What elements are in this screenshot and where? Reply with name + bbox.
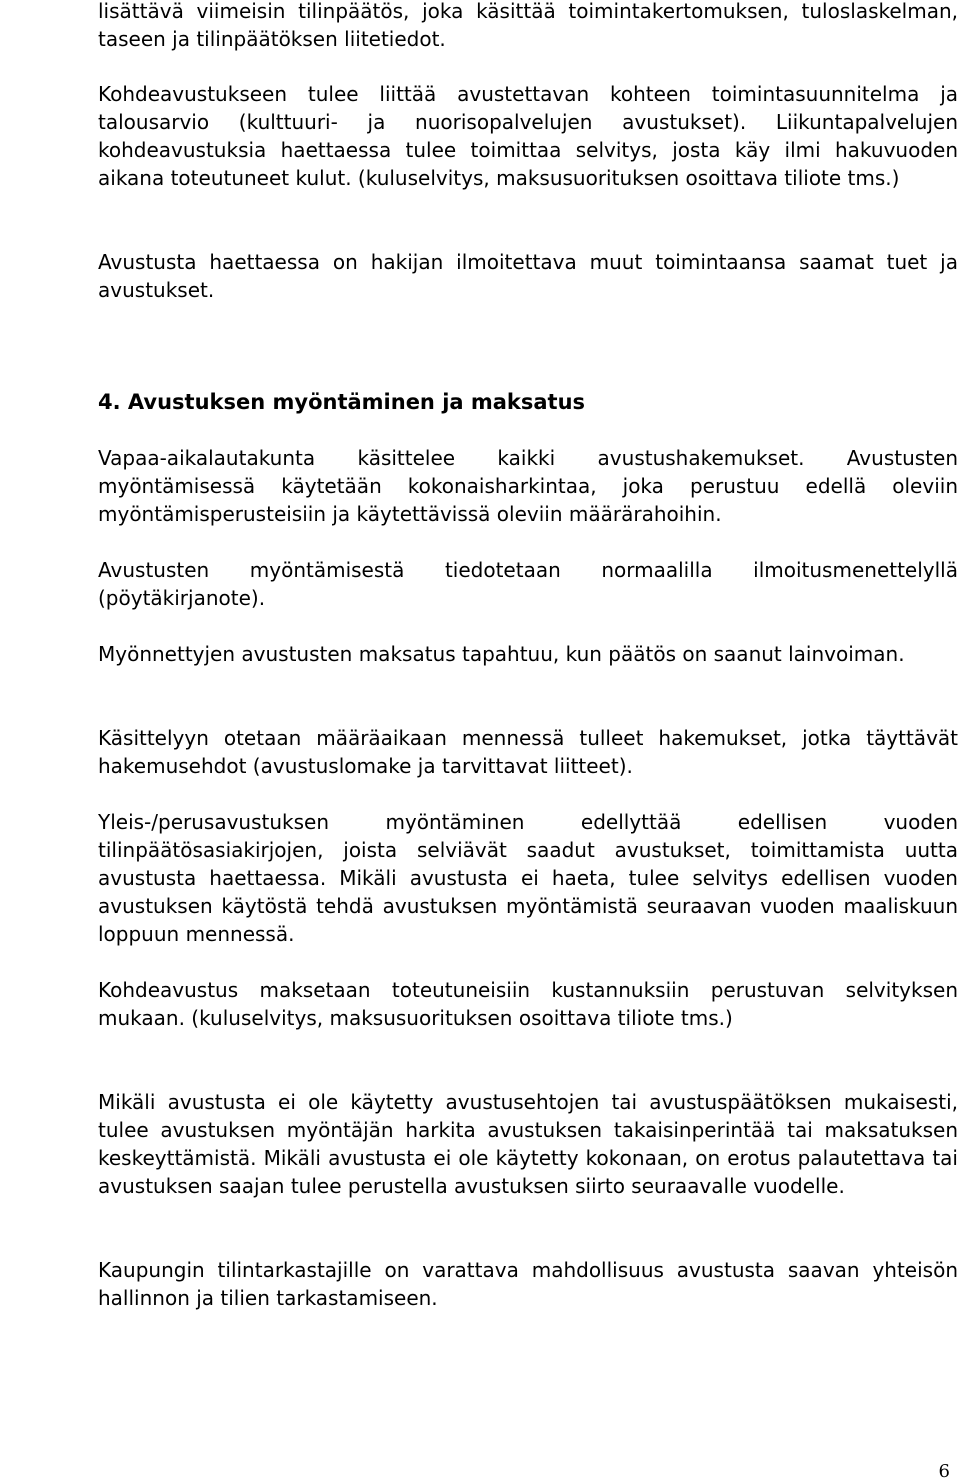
paragraph-deadline: Käsittelyyn otetaan määräaikaan mennessä tulleet hakemukset, jotka täyttävät hakemusehdot (avustuslomake ja tarvittavat liitteet). bbox=[98, 726, 958, 778]
paragraph-general-grant: Yleis-/perusavustuksen myöntäminen edellyttää edellisen vuoden tilinpäätösasiakirjojen, joista selviävät saadut avustukset, toimittamista uutta avustusta haettaessa. Mikäli avustusta ei haeta, tulee selvitys edellisen vuoden avustuksen käytöstä tehdä avustuksen myöntämistä seuraavan vuoden maaliskuun loppuun mennessä. bbox=[98, 810, 958, 946]
paragraph-target-grant: Kohdeavustukseen tulee liittää avustettavan kohteen toimintasuunnitelma ja talousarvio (kulttuuri- ja nuorisopalvelujen avustukset). Liikuntapalvelujen kohdeavustuksia haettaessa tulee toimittaa selvitys, josta käy ilmi hakuvuoden aikana toteutuneet kulut. (kuluselvitys, maksusuorituksen osoittava tiliote tms.) bbox=[98, 82, 958, 190]
paragraph-payment: Myönnettyjen avustusten maksatus tapahtuu, kun päätös on saanut lainvoiman. bbox=[98, 642, 905, 666]
paragraph-target-payment: Kohdeavustus maksetaan toteutuneisiin kustannuksiin perustuvan selvityksen mukaan. (kuluselvitys, maksusuorituksen osoittava tiliote tms.) bbox=[98, 978, 958, 1030]
section-heading: 4. Avustuksen myöntäminen ja maksatus bbox=[98, 390, 586, 414]
paragraph-other-support: Avustusta haettaessa on hakijan ilmoitettava muut toimintaansa saamat tuet ja avustukset. bbox=[98, 250, 958, 302]
page-number: 6 bbox=[938, 1461, 950, 1482]
paragraph-reclaim: Mikäli avustusta ei ole käytetty avustusehtojen tai avustuspäätöksen mukaisesti, tulee avustuksen myöntäjän harkita avustuksen takaisinperintää tai maksatuksen keskeyttämistä. Mikäli avustusta ei ole käytetty kokonaan, on erotus palautettava tai avustuksen saajan tulee perustella avustuksen siirto seuraavalle vuodelle. bbox=[98, 1090, 958, 1198]
paragraph-processing: Vapaa-aikalautakunta käsittelee kaikki avustushakemukset. Avustusten myöntämisessä käytetään kokonaisharkintaa, joka perustuu edellä oleviin myöntämisperusteisiin ja käytettävissä oleviin määrärahoihin. bbox=[98, 446, 958, 526]
paragraph-attachments: lisättävä viimeisin tilinpäätös, joka käsittää toimintakertomuksen, tuloslaskelman, taseen ja tilinpäätöksen liitetiedot. bbox=[98, 0, 958, 51]
paragraph-notification: Avustusten myöntämisestä tiedotetaan normaalilla ilmoitusmenettelyllä (pöytäkirjanote). bbox=[98, 558, 958, 610]
paragraph-audit: Kaupungin tilintarkastajille on varattava mahdollisuus avustusta saavan yhteisön hallinnon ja tilien tarkastamiseen. bbox=[98, 1258, 958, 1310]
